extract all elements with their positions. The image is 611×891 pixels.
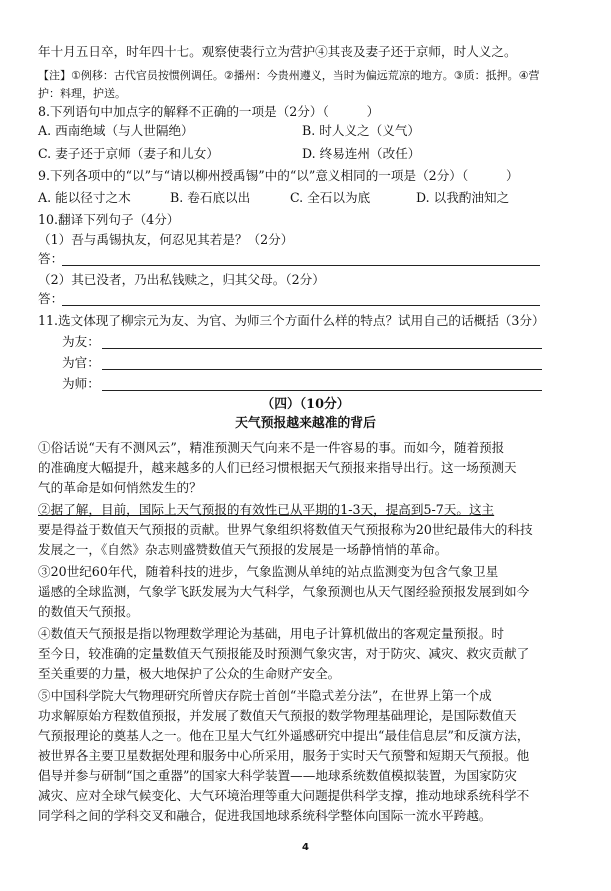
q11-stem: 11.选文体现了柳宗元为友、为官、为师三个方面什么样的特点？试用自己的话概括（3分） <box>38 313 545 328</box>
paragraph-5-line-1: ⑤中国科学院大气物理研究所曾庆存院士首创“半隐式差分法”，在世界上第一个成 <box>38 688 492 703</box>
passage-end-line: 年十月五日卒，时年四十七。观察使裴行立为营护④其丧及妻子还于京师，时人义之。 <box>38 44 517 59</box>
paragraph-4-line-2: 至今日，较准确的定量数值天气预报能及时预测气象灾害，对于防灾、减灾、救灾贡献了 <box>38 646 530 661</box>
q8-option-d: D. 终易连州（改任） <box>302 146 421 161</box>
q8-option-b: B. 时人义之（义气） <box>302 123 421 138</box>
paragraph-5-line-6: 减灾、应对全球气候变化、大气环境治理等重大问题提供科学支撑，推动地球系统科学不 <box>38 788 530 803</box>
paragraph-3-line-2: 遥感的全球监测，气象学飞跃发展为大气科学，气象预测也从天气图经验预报发展到如今 <box>38 584 530 599</box>
q11-label-teacher: 为师： <box>62 376 100 391</box>
annotation-line-1: 【注】①例移：古代官员按惯例调任。②播州：今贵州遵义，当时为偏远荒凉的地方。③质：抵押。④营 <box>38 69 540 82</box>
q9-stem: 9.下列各项中的“以”与“请以柳州授禹锡”中的“以”意义相同的一项是（2分）（ ） <box>38 168 519 183</box>
q11-answer-line-official[interactable] <box>102 369 542 370</box>
article-title: 天气预报越来越准的背后 <box>235 416 376 431</box>
q10-answer-line-1[interactable] <box>62 265 540 266</box>
paragraph-1-line-2: 的准确度大幅提升，越来越多的人们已经习惯根据天气预报来指导出行。这一场预测天 <box>38 460 517 475</box>
paragraph-2-line-3: 发展之一，《自然》杂志则盛赞数值天气预报的发展是一场静悄悄的革命。 <box>38 542 448 557</box>
paragraph-5-line-4: 被世界各主要卫星数据处理和服务中心所采用，服务于实时天气预警和短期天气预报。他 <box>38 748 530 763</box>
paragraph-4-line-1: ④数值天气预报是指以物理数学理论为基础，用电子计算机做出的客观定量预报。时 <box>38 626 504 641</box>
paragraph-3-line-3: 的数值天气预报。 <box>38 604 139 619</box>
paragraph-1-line-3: 气的革命是如何悄然发生的？ <box>38 480 202 495</box>
q8-stem: 8.下列语句中加点字的解释不正确的一项是（2分）（ ） <box>38 104 380 119</box>
paragraph-1-line-1: ①俗话说“天有不测风云”，精准预测天气向来不是一件容易的事。而如今，随着预报 <box>38 440 505 455</box>
q9-option-d: D. 以我酌油知之 <box>416 190 510 205</box>
q9-option-b: B. 卷石底以出 <box>170 190 251 205</box>
q10-sentence-1: （1）吾与禹锡执友，何忍见其若是？（2分） <box>38 232 294 247</box>
q8-option-c: C. 妻子还于京师（妻子和儿女） <box>38 146 219 161</box>
paragraph-5-line-3: 气预报理论的奠基人之一。他在卫星大气红外遥感研究中提出“最佳信息层”和反演方法， <box>38 728 530 743</box>
q10-stem: 10.翻译下列句子（4分） <box>38 212 180 227</box>
paragraph-3-line-1: ③20世纪60年代，随着科技的进步，气象监测从单纯的站点监测变为包含气象卫星 <box>38 564 499 579</box>
q9-option-c: C. 全石以为底 <box>290 190 371 205</box>
q11-answer-line-teacher[interactable] <box>102 390 542 391</box>
paragraph-5-line-7: 同学科之间的学科交叉和融合，促进我国地球系统科学整体向国际一流水平跨越。 <box>38 808 492 823</box>
annotation-line-2: 护：料理，护送。 <box>38 87 126 100</box>
q11-label-friend: 为友： <box>62 334 100 349</box>
paragraph-2-line-2: 要是得益于数值天气预报的贡献。世界气象组织将数值天气预报称为20世纪最伟大的科技 <box>38 522 533 537</box>
q11-answer-line-friend[interactable] <box>102 348 542 349</box>
paragraph-2-line-1: ②据了解，目前，国际上天气预报的有效性已从平期的1-3天，提高到5-7天。这主 <box>38 502 495 517</box>
paragraph-5-line-2: 功求解原始方程数值预报，并发展了数值天气预报的数学物理基础理论，是国际数值天 <box>38 708 517 723</box>
q10-answer-label-2: 答： <box>38 291 64 306</box>
q10-sentence-2: （2）其已没者，乃出私钱赎之，归其父母。（2分） <box>38 272 325 287</box>
section-label: （四）（10分） <box>261 397 350 412</box>
page-number: 4 <box>302 842 309 853</box>
q11-label-official: 为官： <box>62 355 100 370</box>
paragraph-5-line-5: 倡导并参与研制“国之重器”的国家大科学装置——地球系统数值模拟装置，为国家防灾 <box>38 768 517 783</box>
paragraph-4-line-3: 至关重要的力量，极大地保护了公众的生命财产安全。 <box>38 666 341 681</box>
q10-answer-label-1: 答： <box>38 251 64 266</box>
q9-option-a: A. 能以径寸之木 <box>38 190 131 205</box>
q8-option-a: A. 西南绝域（与人世隔绝） <box>38 123 194 138</box>
q10-answer-line-2[interactable] <box>62 305 540 306</box>
